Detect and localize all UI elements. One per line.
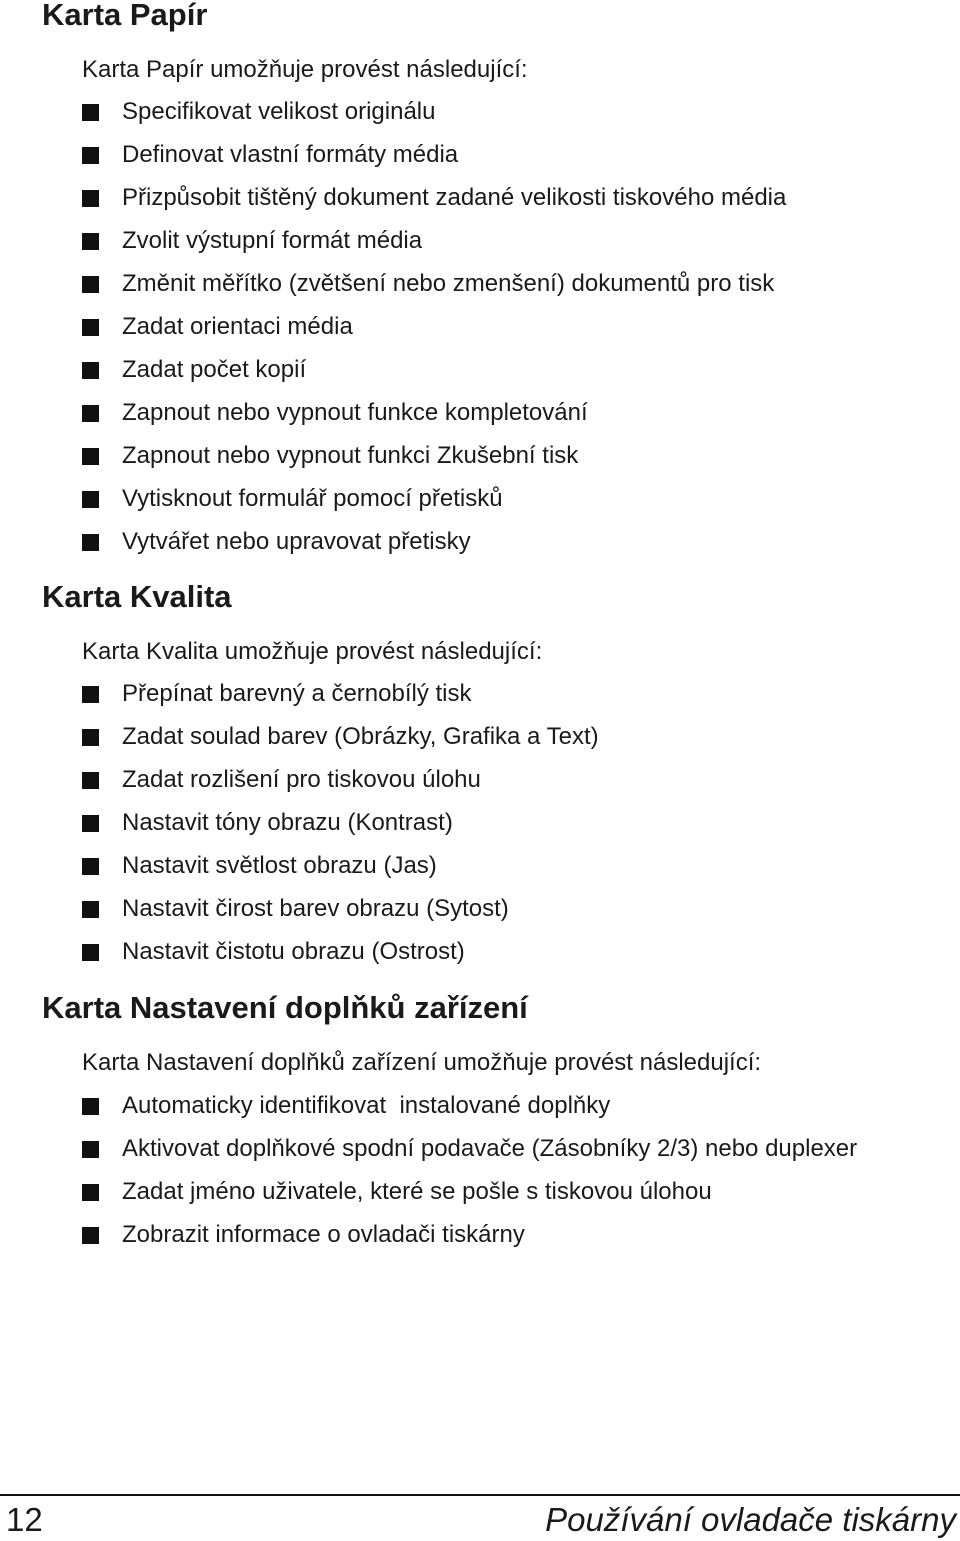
square-bullet-icon: [82, 276, 99, 293]
list-item-text: Vytisknout formulář pomocí přetisků: [122, 485, 503, 512]
square-bullet-icon: [82, 405, 99, 422]
list-item-text: Přizpůsobit tištěný dokument zadané velikosti tiskového média: [122, 184, 787, 211]
list-item-text: Nastavit tóny obrazu (Kontrast): [122, 809, 453, 836]
footer-title: Používání ovladače tiskárny: [545, 1501, 956, 1538]
square-bullet-icon: [82, 190, 99, 207]
section-heading: Karta Nastavení doplňků zařízení: [42, 990, 528, 1025]
section-intro: Karta Papír umožňuje provést následující:: [82, 56, 528, 83]
section-intro: Karta Nastavení doplňků zařízení umožňuje provést následující:: [82, 1049, 762, 1076]
section-heading: Karta Papír: [42, 0, 208, 32]
list-item-text: Přepínat barevný a černobílý tisk: [122, 680, 472, 707]
list-item-text: Zadat jméno uživatele, které se pošle s tiskovou úlohou: [122, 1178, 712, 1205]
square-bullet-icon: [82, 772, 99, 789]
list-item-text: Zapnout nebo vypnout funkce kompletování: [122, 399, 588, 426]
square-bullet-icon: [82, 901, 99, 918]
square-bullet-icon: [82, 729, 99, 746]
list-item-text: Definovat vlastní formáty média: [122, 141, 459, 168]
list-item-text: Zadat počet kopií: [122, 356, 307, 383]
square-bullet-icon: [82, 104, 99, 121]
list-item-text: Vytvářet nebo upravovat přetisky: [122, 528, 471, 555]
list-item-text: Zadat soulad barev (Obrázky, Grafika a Text): [122, 723, 599, 750]
footer-divider: [0, 1494, 960, 1496]
list-item-text: Aktivovat doplňkové spodní podavače (Zásobníky 2/3) nebo duplexer: [122, 1135, 858, 1162]
list-item-text: Změnit měřítko (zvětšení nebo zmenšení) dokumentů pro tisk: [122, 270, 775, 297]
square-bullet-icon: [82, 362, 99, 379]
list-item-text: Zadat rozlišení pro tiskovou úlohu: [122, 766, 481, 793]
square-bullet-icon: [82, 686, 99, 703]
square-bullet-icon: [82, 1227, 99, 1244]
list-item-text: Specifikovat velikost originálu: [122, 98, 436, 125]
square-bullet-icon: [82, 1141, 99, 1158]
square-bullet-icon: [82, 1098, 99, 1115]
list-item-text: Zobrazit informace o ovladači tiskárny: [122, 1221, 525, 1248]
section-intro: Karta Kvalita umožňuje provést následující:: [82, 638, 543, 665]
list-item-text: Zapnout nebo vypnout funkci Zkušební tisk: [122, 442, 579, 469]
square-bullet-icon: [82, 491, 99, 508]
square-bullet-icon: [82, 147, 99, 164]
square-bullet-icon: [82, 319, 99, 336]
square-bullet-icon: [82, 534, 99, 551]
square-bullet-icon: [82, 944, 99, 961]
section-heading: Karta Kvalita: [42, 579, 232, 614]
square-bullet-icon: [82, 1184, 99, 1201]
list-item-text: Nastavit světlost obrazu (Jas): [122, 852, 437, 879]
square-bullet-icon: [82, 448, 99, 465]
list-item-text: Nastavit čistotu obrazu (Ostrost): [122, 938, 465, 965]
square-bullet-icon: [82, 858, 99, 875]
list-item-text: Zadat orientaci média: [122, 313, 353, 340]
list-item-text: Automaticky identifikovat instalované doplňky: [122, 1092, 611, 1119]
square-bullet-icon: [82, 233, 99, 250]
list-item-text: Nastavit čirost barev obrazu (Sytost): [122, 895, 509, 922]
page-number: 12: [6, 1501, 43, 1538]
list-item-text: Zvolit výstupní formát média: [122, 227, 423, 254]
square-bullet-icon: [82, 815, 99, 832]
